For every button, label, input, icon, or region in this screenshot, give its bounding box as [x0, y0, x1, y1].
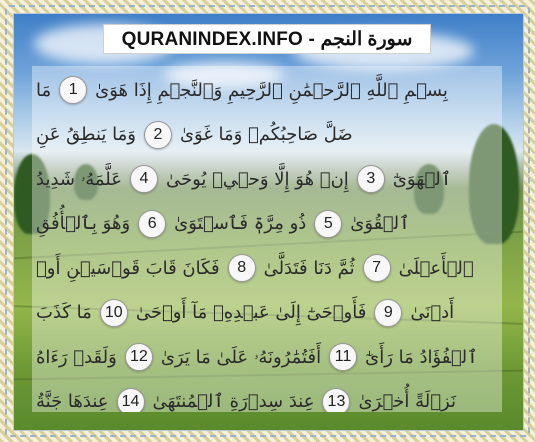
verse-text: عِندَ سِدۡرَةِ ٱلۡمُنتَهَىٰ — [152, 391, 315, 412]
verse-text: وَهُوَ بِٱلۡأُفُقِ — [36, 213, 131, 234]
verse-line — [32, 113, 502, 157]
verse-text: ذُو مِرَّةٖ فَٱسۡتَوَىٰ — [174, 213, 307, 234]
verse-number-badge: 3 — [357, 165, 385, 193]
verse-number-badge: 13 — [322, 388, 350, 413]
page-title: QURANINDEX.INFO - سورة النجم — [121, 28, 413, 50]
verse-line — [32, 157, 502, 201]
verse-line — [32, 246, 502, 290]
verse-number-badge: 9 — [374, 299, 402, 327]
verse-number-badge: 6 — [138, 210, 166, 238]
verse-text: ٱلۡفُؤَادُ مَا رَأَىٰٓ — [365, 346, 478, 368]
verse-line — [32, 291, 502, 335]
verse-text: وَمَا يَنطِقُ عَنِ — [36, 124, 136, 145]
verse-number-badge: 2 — [144, 121, 172, 149]
verse-number-badge: 11 — [329, 343, 357, 371]
verse-line — [32, 335, 502, 379]
verse-text: عَلَّمَهُۥ شَدِيدُ — [36, 168, 122, 190]
verse-text: وَلَقَدۡ رَءَاهُ — [36, 346, 117, 368]
verse-number-badge: 4 — [130, 165, 158, 193]
verse-line — [32, 380, 502, 413]
verses-panel — [32, 66, 502, 412]
verse-text: عِندَهَا جَنَّةُ — [36, 391, 109, 412]
verse-number-badge: 7 — [363, 254, 391, 282]
verse-number-badge: 8 — [228, 254, 256, 282]
verse-number-badge: 10 — [100, 299, 128, 327]
verse-line — [32, 202, 502, 246]
verse-text: إِنۡ هُوَ إِلَّا وَحۡيٞ يُوحَىٰ — [165, 168, 349, 190]
verse-line — [32, 68, 502, 112]
verse-text: ثُمَّ دَنَا فَتَدَلَّىٰ — [263, 257, 355, 279]
verse-number-badge: 12 — [125, 343, 153, 371]
verse-text: فَأَوۡحَىٰٓ إِلَىٰ عَبۡدِهِۦ مَآ أَوۡحَىٰ — [135, 302, 367, 323]
verse-text: أَدۡنَىٰ — [410, 302, 455, 323]
verse-text: ضَلَّ صَاحِبُكُمۡ وَمَا غَوَىٰ — [179, 124, 353, 145]
verse-text: نَزۡلَةً أُخۡرَىٰ — [358, 391, 457, 412]
verse-text: بِسۡمِ ٱللَّهِ ٱلرَّحۡمَٰنِ ٱلرَّحِيمِ وَٱلنَّجۡمِ إِذَا هَوَىٰ — [95, 79, 448, 101]
verse-text: ٱلۡقُوَىٰ — [350, 213, 410, 234]
verse-number-badge: 1 — [59, 76, 87, 104]
page-title-box — [103, 24, 431, 54]
verse-number-badge: 14 — [117, 388, 145, 413]
verse-text: فَكَانَ قَابَ قَوۡسَيۡنِ أَوۡ — [36, 257, 220, 279]
verse-number-badge: 5 — [314, 210, 342, 238]
verse-text: مَا كَذَبَ — [36, 302, 92, 323]
verse-text: مَا — [36, 79, 52, 101]
verse-text: ٱلۡهَوَىٰٓ — [392, 168, 452, 190]
verse-text: ٱلۡأَعۡلَىٰ — [398, 257, 474, 279]
verse-text: أَفَتُمَٰرُونَهُۥ عَلَىٰ مَا يَرَىٰ — [160, 346, 322, 368]
